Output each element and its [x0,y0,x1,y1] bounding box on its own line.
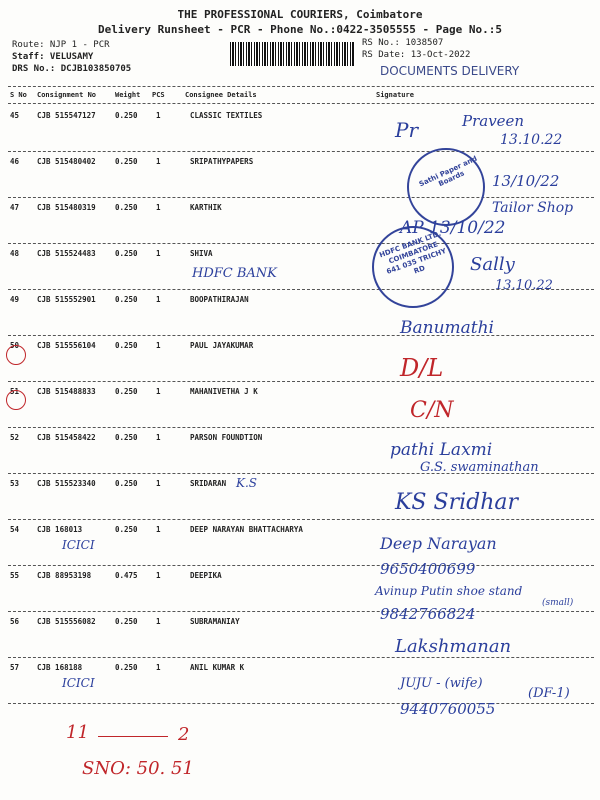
row-weight: 0.250 [115,157,138,166]
row-consignee: SUBRAMANIAY [190,617,240,626]
sig-54-name: Deep Narayan [380,534,497,553]
row-consignment: CJB 515458422 [37,433,96,442]
row-consignee: BOOPATHIRAJAN [190,295,249,304]
sig-55-small: (small) [542,598,574,608]
footer-count-line [98,736,168,737]
row-sno: 48 [10,249,20,258]
table-row [0,382,600,428]
rs-date: RS Date: 13-Oct-2022 [362,50,471,60]
row-weight: 0.250 [115,249,138,258]
sig-55-name: Avinup Putin shoe stand [375,584,523,598]
sig-55-phone: 9842766824 [380,605,476,623]
stamp-sathi-paper [407,148,485,226]
row-sno: 49 [10,295,20,304]
sig-54-phone: 9650400699 [380,560,476,578]
sig-57-code: (DF-1) [528,686,570,701]
staff-label: Staff: VELUSAMY [12,52,94,62]
row-weight: 0.475 [115,571,138,580]
row-pcs: 1 [156,295,161,304]
row-pcs: 1 [156,249,161,258]
row-weight: 0.250 [115,295,138,304]
sig-51: C/N [410,398,454,423]
row-pcs: 1 [156,617,161,626]
circle-mark-50 [6,345,26,365]
row-consignee: KARTHIK [190,203,222,212]
row-sno: 57 [10,663,20,672]
header-divider-bottom [8,103,594,104]
row-weight: 0.250 [115,203,138,212]
row-sno: 47 [10,203,20,212]
row-sno: 56 [10,617,20,626]
row-consignment: CJB 515552901 [37,295,96,304]
row-handwritten-note: ICICI [62,676,95,690]
row-consignee: DEEPIKA [190,571,222,580]
row-weight: 0.250 [115,433,138,442]
row-consignment: CJB 515524483 [37,249,96,258]
col-consignee: Consignee Details [185,91,257,99]
row-pcs: 1 [156,525,161,534]
row-weight: 0.250 [115,387,138,396]
row-weight: 0.250 [115,525,138,534]
row-consignment: CJB 168013 [37,525,83,534]
row-consignee: SHIVA [190,249,213,258]
row-weight: 0.250 [115,341,138,350]
row-weight: 0.250 [115,479,138,488]
row-pcs: 1 [156,111,161,120]
sig-56: Lakshmanan [395,636,512,657]
sig-45-date: 13.10.22 [500,132,563,148]
col-pcs: PCS [152,91,165,99]
row-sno: 50 [10,341,20,350]
row-consignment: CJB 515480319 [37,203,96,212]
row-sno: 52 [10,433,20,442]
footer-count-left: 11 [66,722,89,743]
footer-sno-note: SNO: 50. 51 [82,758,194,779]
row-pcs: 1 [156,663,161,672]
sig-53: KS Sridhar [395,490,519,515]
company-title: THE PROFESSIONAL COURIERS, Coimbatore [177,8,423,21]
row-pcs: 1 [156,157,161,166]
row-pcs: 1 [156,571,161,580]
row-consignment: CJB 515480402 [37,157,96,166]
documents-delivery-title: DOCUMENTS DELIVERY [380,64,520,78]
col-sno: S No [10,91,27,99]
row-consignee: PARSON FOUNDTION [190,433,263,442]
row-weight: 0.250 [115,617,138,626]
row-consignee: SRIDARAN [190,479,227,488]
table-row [0,658,600,704]
row-weight: 0.250 [115,111,138,120]
row-handwritten-note: ICICI [62,538,95,552]
row-sno: 45 [10,111,20,120]
header-divider-top [8,86,594,87]
sig-46-date: 13/10/22 [492,172,560,190]
footer-count-right: 2 [178,724,190,745]
stamp-hdfc-text: HDFC BANK LTD. COIMBATORE 641 035 TRICHY RD [378,229,448,276]
row-sno: 54 [10,525,20,534]
row-handwritten-note: K.S [236,476,257,490]
row-consignee: MAHANIVETHA J K [190,387,258,396]
row-sno: 46 [10,157,20,166]
sig-45-initial: Pr [395,118,419,142]
row-pcs: 1 [156,341,161,350]
sig-48-scrawl: Sally [470,254,515,275]
sig-48-date: 13.10.22 [495,278,553,293]
row-consignment: CJB 515556082 [37,617,96,626]
table-row [0,336,600,382]
row-sno: 53 [10,479,20,488]
row-sno: 51 [10,387,20,396]
row-consignee: DEEP NARAYAN BHATTACHARYA [190,525,303,534]
row-consignment: CJB 515523340 [37,479,96,488]
row-consignment: CJB 168188 [37,663,83,672]
drs-number: DRS No.: DCJB103850705 [12,64,132,74]
row-consignment: CJB 515488833 [37,387,96,396]
row-consignment: CJB 515547127 [37,111,96,120]
sig-49: Banumathi [400,318,494,338]
sig-50: D/L [400,354,444,382]
row-pcs: 1 [156,203,161,212]
row-pcs: 1 [156,433,161,442]
circle-mark-51 [6,390,26,410]
row-pcs: 1 [156,387,161,396]
row-sno: 55 [10,571,20,580]
rs-number: RS No.: 1038507 [362,38,444,48]
barcode [230,42,355,66]
runsheet-subtitle: Delivery Runsheet - PCR - Phone No.:0422-3505555 - Page No.:5 [98,23,502,36]
sig-45-name: Praveen [462,112,525,130]
row-consignment: CJB 88953198 [37,571,92,580]
sig-57-phone: 9440760055 [400,700,496,718]
stamp-sathi-text: Sathi Paper and Boards [417,154,479,189]
table-row [0,520,600,566]
row-handwritten-note: HDFC BANK [192,266,277,281]
row-pcs: 1 [156,479,161,488]
row-consignment: CJB 515556104 [37,341,96,350]
route-label: Route: NJP 1 - PCR [12,40,110,50]
sig-46-shop: Tailor Shop [492,200,574,216]
row-divider [8,703,594,704]
row-consignee: SRIPATHYPAPERS [190,157,254,166]
sig-47: AP 13/10/22 [400,218,506,238]
row-consignee: CLASSIC TEXTILES [190,111,263,120]
col-weight: Weight [115,91,141,99]
stamp-hdfc-bank [372,226,454,308]
row-weight: 0.250 [115,663,138,672]
sig-52: G.S. swaminathan [420,460,539,475]
row-consignee: ANIL KUMAR K [190,663,245,672]
col-signature: Signature [376,91,414,99]
sig-52-scrawl: pathi Laxmi [390,440,493,460]
sig-57-name: JUJU - (wife) [400,676,483,691]
col-consignment: Consignment No [37,91,97,99]
row-consignee: PAUL JAYAKUMAR [190,341,254,350]
table-row [0,290,600,336]
